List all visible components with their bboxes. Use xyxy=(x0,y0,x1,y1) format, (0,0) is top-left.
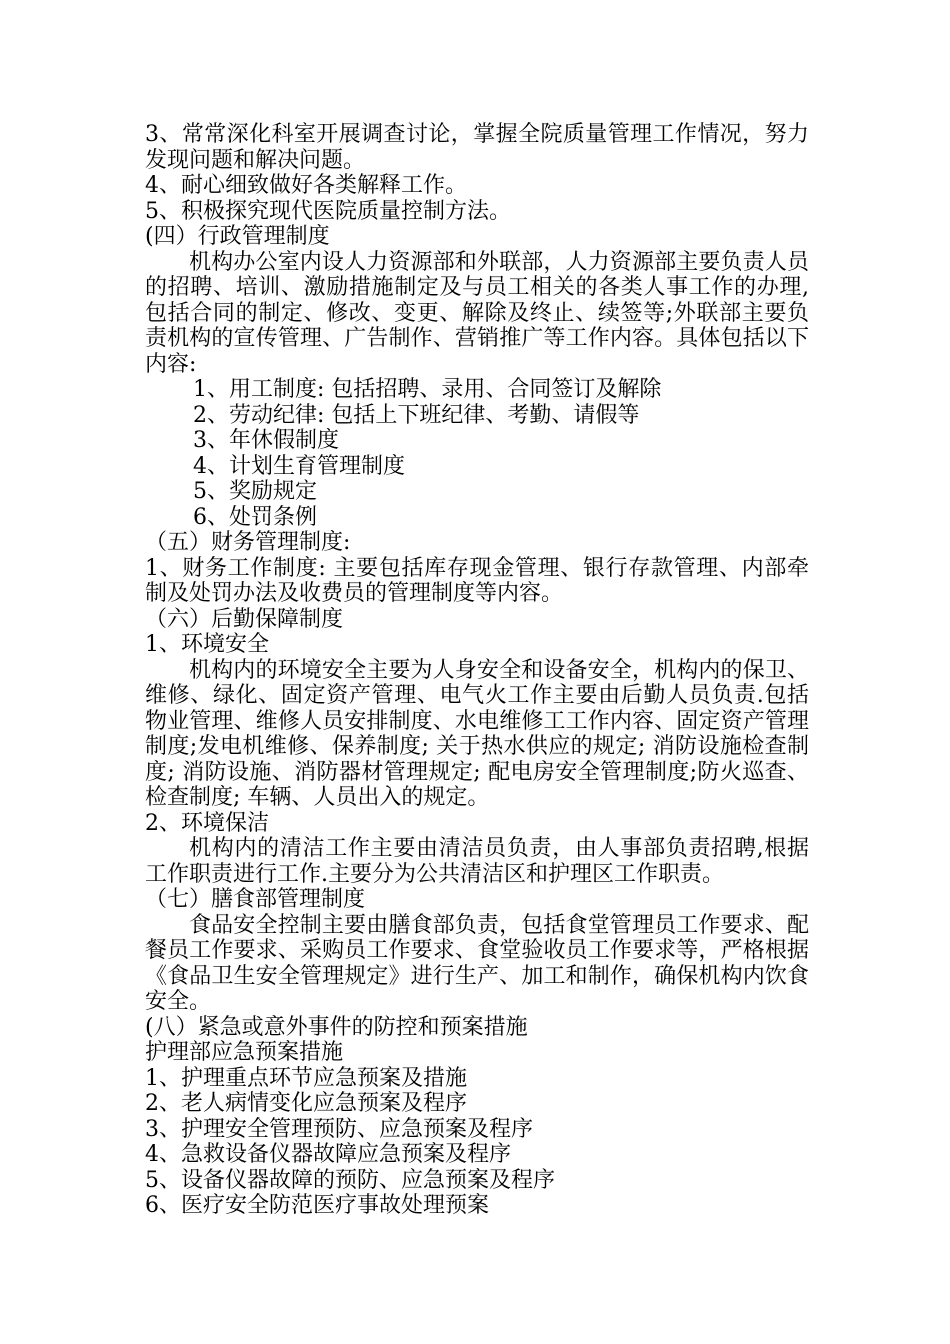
catering-heading: （七）膳食部管理制度 xyxy=(145,887,366,912)
admin-item-1: 1、用工制度: 包括招聘、录用、合同签订及解除 xyxy=(193,377,662,402)
emergency-item-1: 1、护理重点环节应急预案及措施 xyxy=(145,1065,467,1091)
logistics-heading: （六）后勤保障制度 xyxy=(145,606,344,632)
quality-item-5: 5、积极探究现代医院质量控制方法。 xyxy=(145,198,511,224)
admin-item-4: 4、计划生育管理制度 xyxy=(193,453,405,479)
catering-text: 食品安全控制主要由膳食部负责，包括食堂管理员工作要求、配餐员工作要求、采购员工作要求、食堂验收员工作要求等，严格根据《食品卫生安全管理规定》进行生产、加工和制作，确保机构内饮食安全。 xyxy=(145,912,809,1014)
admin-item-2: 2、劳动纪律: 包括上下班纪律、考勤、请假等 xyxy=(193,402,640,428)
emergency-item-6: 6、医疗安全防范医疗事故处理预案 xyxy=(145,1193,489,1218)
admin-item-6: 6、处罚条例 xyxy=(193,504,317,530)
env-clean-title: 2、环境保洁 xyxy=(145,810,269,836)
env-safety-text: 机构内的环境安全主要为人身安全和设备安全，机构内的保卫、维修、绿化、固定资产管理、电气火工作主要由后勤人员负责.包括物业管理、维修人员安排制度、水电维修工工作内容、固定资产管理制度;发电机维修、保养制度; 关于热水供应的规定; 消防设施检查制度; 消防设施、消防器材管理规定; 配电房安全管理制度;防火巡查、检查制度; 车辆、人员出入的规定。 xyxy=(145,657,809,810)
admin-item-3: 3、年休假制度 xyxy=(193,428,339,453)
quality-item-4: 4、耐心细致做好各类解释工作。 xyxy=(145,173,467,198)
env-clean-text: 机构内的清洁工作主要由清洁员负责，由人事部负责招聘,根据工作职责进行工作.主要分为公共清洁区和护理区工作职责。 xyxy=(145,836,809,887)
emergency-subheading: 护理部应急预案措施 xyxy=(145,1040,344,1065)
admin-heading: (四）行政管理制度 xyxy=(145,224,330,249)
emergency-item-5: 5、设备仪器故障的预防、应急预案及程序 xyxy=(145,1167,555,1193)
finance-item-1: 1、财务工作制度: 主要包括库存现金管理、银行存款管理、内部牵制及处罚办法及收费员的管理制度等内容。 xyxy=(145,555,809,606)
document-body xyxy=(145,122,809,1219)
admin-item-5: 5、奖励规定 xyxy=(193,479,317,504)
quality-item-3: 3、常常深化科室开展调查讨论，掌握全院质量管理工作情况，努力发现问题和解决问题。 xyxy=(145,122,809,173)
finance-heading: （五）财务管理制度: xyxy=(145,530,351,555)
emergency-heading: (八）紧急或意外事件的防控和预案措施 xyxy=(145,1014,528,1040)
env-safety-title: 1、环境安全 xyxy=(145,632,269,657)
emergency-item-2: 2、老人病情变化应急预案及程序 xyxy=(145,1091,467,1116)
admin-intro: 机构办公室内设人力资源部和外联部，人力资源部主要负责人员的招聘、培训、激励措施制定及与员工相关的各类人事工作的办理,包括合同的制定、修改、变更、解除及终止、续签等;外联部主要负责机构的宣传管理、广告制作、营销推广等工作内容。具体包括以下内容: xyxy=(145,249,809,377)
emergency-item-4: 4、急救设备仪器故障应急预案及程序 xyxy=(145,1142,511,1167)
emergency-item-3: 3、护理安全管理预防、应急预案及程序 xyxy=(145,1116,533,1142)
